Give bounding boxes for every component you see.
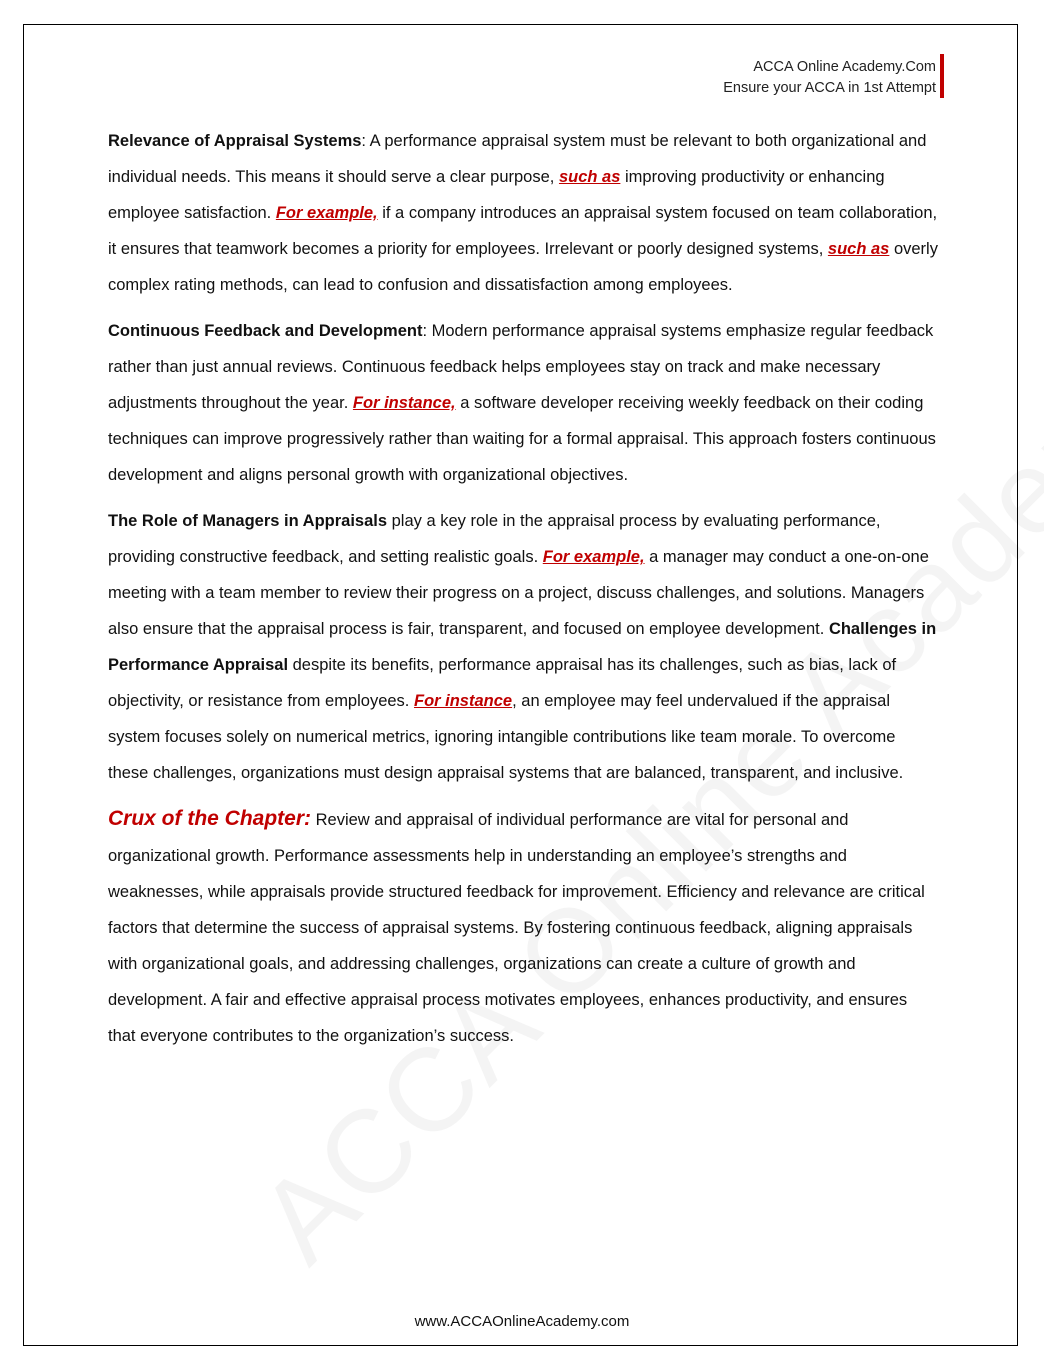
paragraph-managers: [108, 503, 938, 791]
crux-heading: Crux of the Chapter:: [108, 807, 312, 830]
document-body: [108, 123, 938, 1064]
heading-relevance: Relevance of Appraisal Systems: [108, 132, 362, 150]
text: , an employee may feel undervalued if the appraisal system focuses solely on numerical metrics, ignoring intangible contributions like team morale. To overcome these challenges, organizations must design appraisal systems that are balanced, transparent, and inclusive.: [108, 692, 904, 782]
paragraph-relevance: [108, 123, 938, 303]
heading-feedback: Continuous Feedback and Development: [108, 322, 423, 340]
header-brand: ACCA Online Academy.Com: [753, 59, 936, 75]
highlight-phrase: For example,: [275, 204, 378, 222]
text: play a key role in the appraisal process by evaluating performance, providing constructive feedback, and setting realistic goals.: [108, 512, 881, 566]
text: improving productivity or enhancing employee satisfaction.: [108, 168, 885, 222]
text: if a company introduces an appraisal system focused on team collaboration, it ensures that teamwork becomes a priority for employees. Irrelevant or poorly designed systems,: [108, 204, 938, 258]
text: : A performance appraisal system must be relevant to both organizational and individual needs. This means it should serve a clear purpose,: [108, 132, 927, 186]
text: Review and appraisal of individual performance are vital for personal and organizational growth. Performance assessments help in understanding an employee’s strengths and weaknesses, while appraisals provide structured feedback for improvement. Efficiency and relevance are critical factors that determine the success of appraisal systems. By fostering continuous feedback, aligning appraisals with organizational goals, and addressing challenges, organizations can create a culture of growth and development. A fair and effective appraisal process motivates employees, enhances productivity, and ensures that everyone contributes to the organization’s success.: [108, 811, 925, 1045]
paragraph-crux: [108, 801, 938, 1054]
page-footer-url: www.ACCAOnlineAcademy.com: [414, 1313, 630, 1330]
paragraph-feedback: [108, 313, 938, 493]
page-header: [723, 57, 936, 99]
highlight-phrase: such as: [558, 168, 621, 186]
text: despite its benefits, performance appraisal has its challenges, such as bias, lack of objectivity, or resistance from employees.: [108, 656, 897, 710]
header-tagline: Ensure your ACCA in 1st Attempt: [723, 80, 936, 96]
text: a software developer receiving weekly feedback on their coding techniques can improve progressively rather than waiting for a formal appraisal. This approach fosters continuous development and aligns personal growth with organizational objectives.: [108, 394, 936, 484]
highlight-phrase: such as: [827, 240, 890, 258]
highlight-phrase: For example,: [542, 548, 645, 566]
highlight-phrase: For instance,: [352, 394, 456, 412]
header-accent-bar: [940, 54, 944, 98]
text: overly complex rating methods, can lead to confusion and dissatisfaction among employees.: [108, 240, 938, 294]
text: a manager may conduct a one-on-one meeting with a team member to review their progress on a project, discuss challenges, and solutions. Managers also ensure that the appraisal process is fair, transparent, and focused on employee development.: [108, 548, 929, 638]
heading-managers: The Role of Managers in Appraisals: [108, 512, 388, 530]
heading-challenges: Challenges in Performance Appraisal: [108, 620, 937, 674]
text: : Modern performance appraisal systems emphasize regular feedback rather than just annual reviews. Continuous feedback helps employees stay on track and make necessary adjustments throughout the year.: [108, 322, 934, 412]
highlight-phrase: For instance: [413, 692, 513, 710]
